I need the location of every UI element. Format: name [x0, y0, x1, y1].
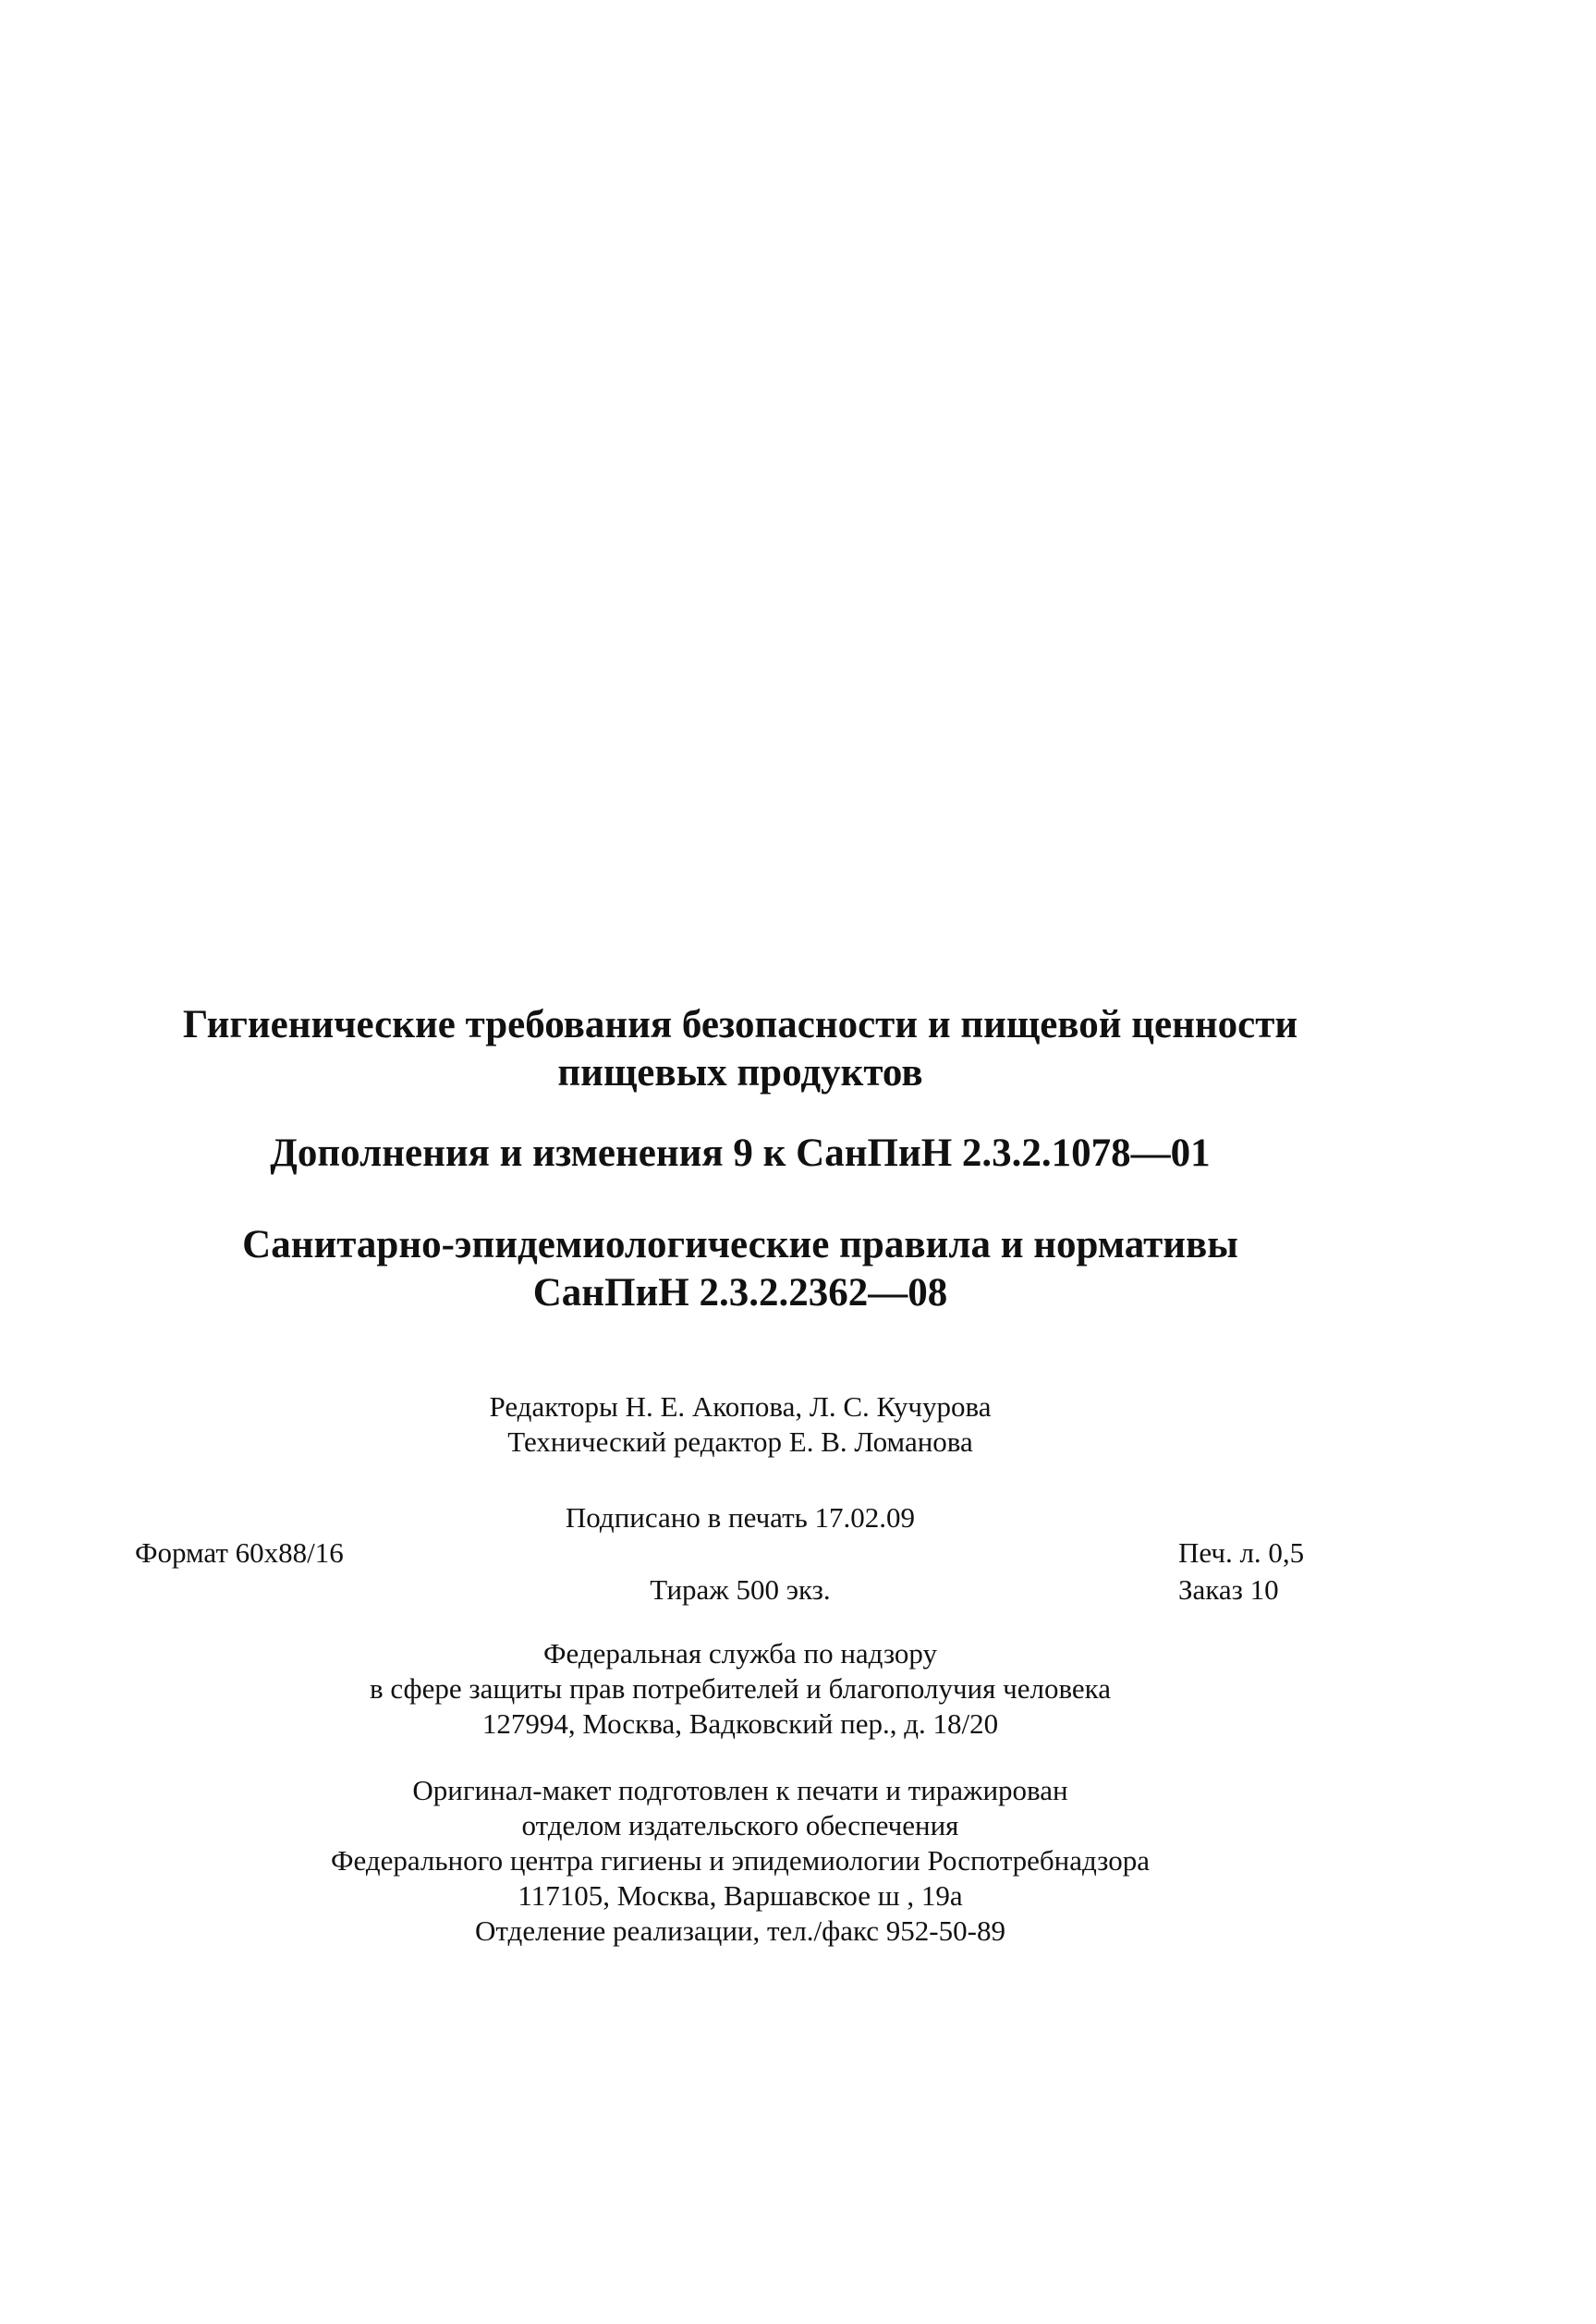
print-run: Тираж 500 экз. [650, 1573, 831, 1606]
rules-heading-line-1: Санитарно-эпидемиологические правила и нормативы [242, 1223, 1238, 1266]
document-title [0, 1001, 1480, 1097]
printed-sheets: Печ. л. 0,5 [1178, 1536, 1305, 1569]
editors-block [0, 1389, 1480, 1460]
publisher-line-1: Федеральная служба по надзору [543, 1637, 937, 1670]
document-title-line-2: пищевых продуктов [557, 1051, 923, 1095]
technical-editor-line: Технический редактор Е. В. Ломанова [507, 1425, 973, 1458]
editors-line: Редакторы Н. Е. Акопова, Л. С. Кучурова [489, 1390, 992, 1423]
rules-heading-line-2: СанПиН 2.3.2.2362—08 [532, 1271, 948, 1315]
signed-for-print: Подписано в печать 17.02.09 [565, 1501, 916, 1534]
publisher-line-3: 127994, Москва, Вадковский пер., д. 18/20 [481, 1707, 999, 1740]
rules-heading [0, 1221, 1480, 1317]
paper-format: Формат 60x88/16 [135, 1536, 344, 1569]
producer-line-2: отделом издательского обеспечения [521, 1809, 959, 1841]
producer-block [0, 1773, 1480, 1949]
producer-line-4: 117105, Москва, Варшавское ш , 19а [518, 1879, 963, 1912]
producer-line-3: Федерального центра гигиены и эпидемиологии Роспотребнадзора [331, 1844, 1150, 1877]
order-number: Заказ 10 [1178, 1573, 1279, 1606]
publisher-line-2: в сфере защиты прав потребителей и благополучия человека [369, 1672, 1112, 1705]
publisher-block [0, 1636, 1480, 1742]
amendments-heading: Дополнения и изменения 9 к СанПиН 2.3.2.1078—01 [270, 1131, 1211, 1175]
document-title-line-1: Гигиенические требования безопасности и пищевой ценности [182, 1003, 1298, 1046]
producer-line-1: Оригинал-макет подготовлен к печати и тиражирован [412, 1774, 1068, 1806]
producer-line-5: Отделение реализации, тел./факс 952-50-89 [475, 1914, 1005, 1947]
